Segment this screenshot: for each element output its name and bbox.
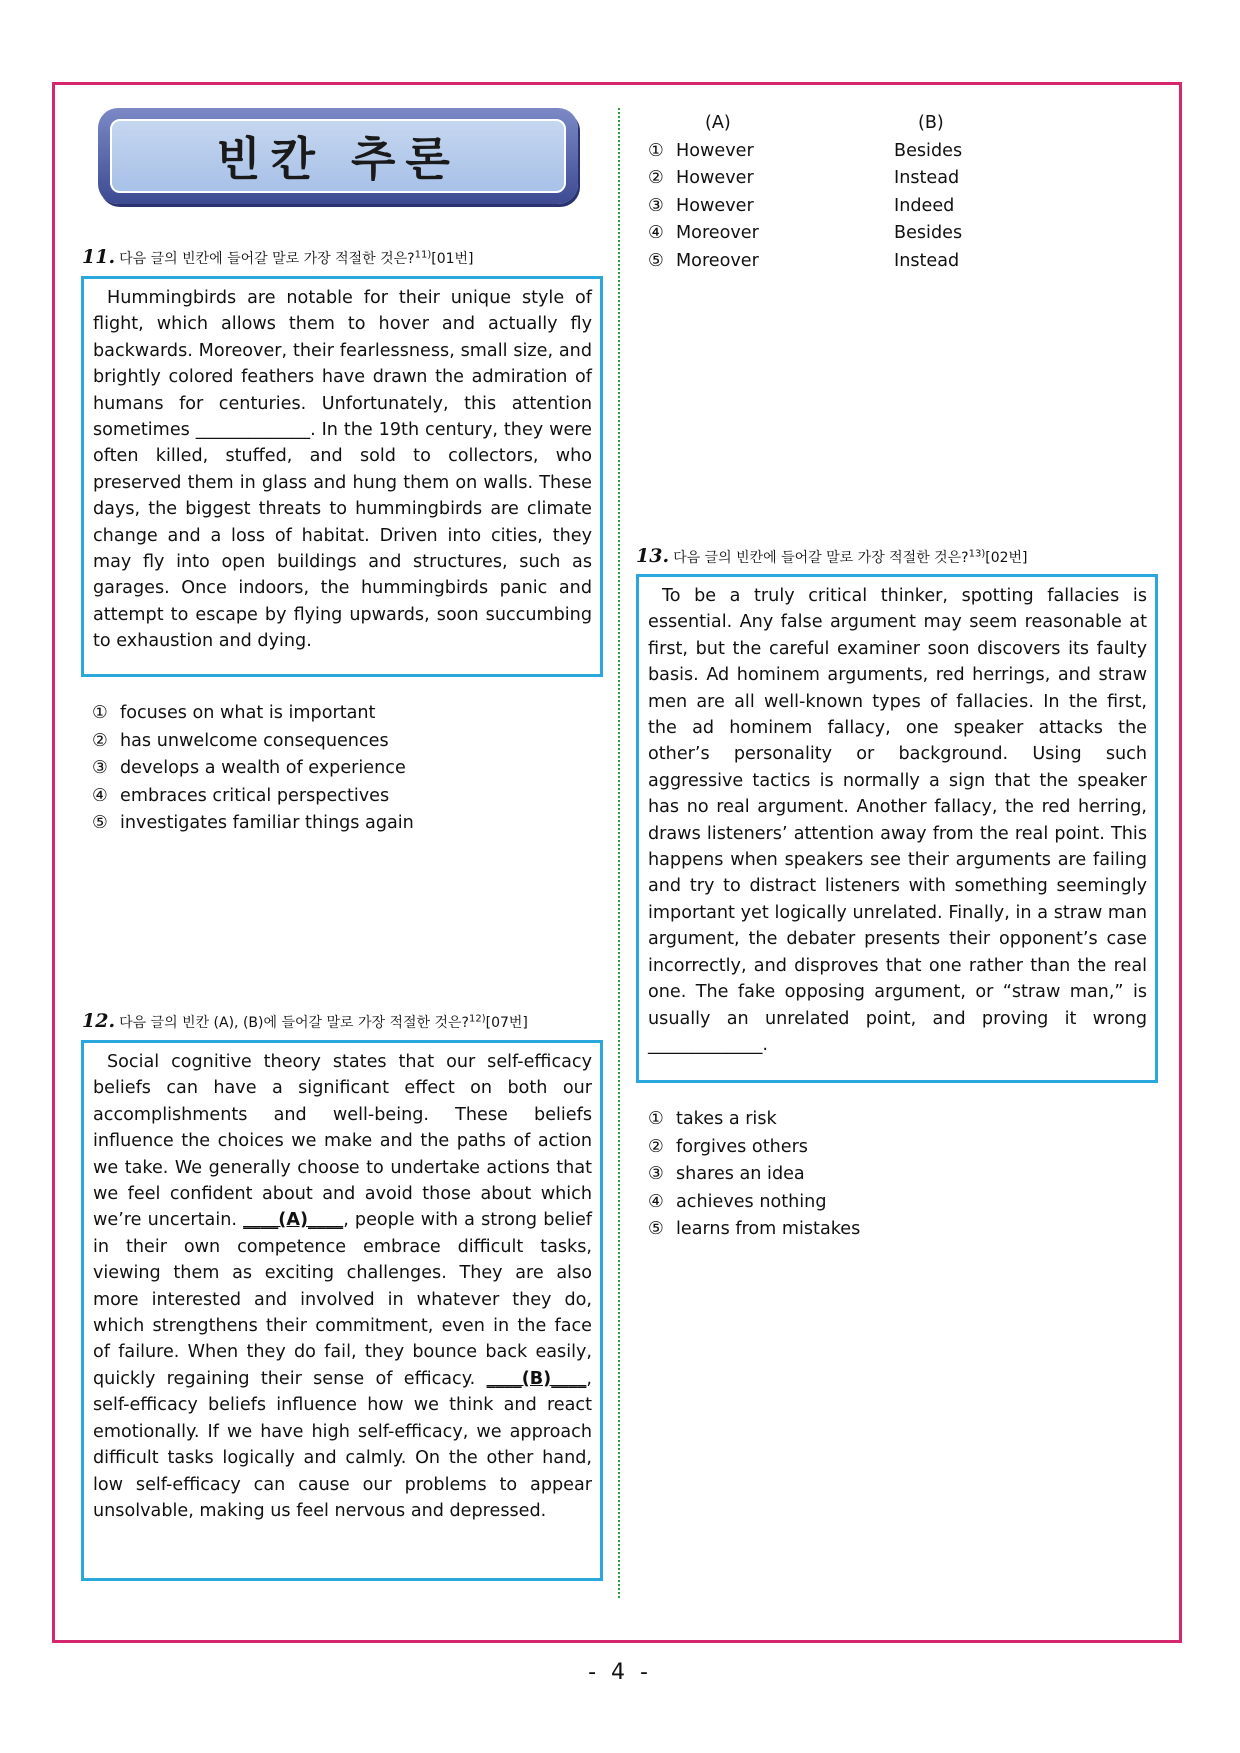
- choice-mark: ①: [648, 1109, 664, 1129]
- choice-mark: ⑤: [648, 250, 664, 271]
- question-11-passage: Hummingbirds are notable for their unique style of flight, which allows them to hover and actually fly backwards. Moreover, their fearlessness, small size, and brightly colored feathers have drawn the admiration of humans for centuries. Unfortunately, this attention sometimes _____________. In the 19th century, they were often killed, stuffed, and sold to collectors, who preserved them in glass and hung them on walls. These days, the biggest threats to hummingbirds are climate change and a loss of habitat. Driven into cities, they may fly into open buildings and structures, such as garages. Once indoors, the hummingbirds panic and attempt to escape by flying upwards, soon succumbing to exhaustion and dying.: [93, 288, 592, 652]
- choice-a-text: However: [676, 195, 754, 216]
- choice-a-text: However: [676, 140, 754, 161]
- choice-b-text: Besides: [894, 140, 963, 161]
- choice-item[interactable]: [648, 1161, 860, 1189]
- choice-text: focuses on what is important: [120, 703, 376, 723]
- choice-mark: ⑤: [92, 813, 108, 833]
- choice-text: achieves nothing: [676, 1191, 827, 1212]
- choice-item[interactable]: [648, 1134, 860, 1162]
- choice-mark: ②: [648, 168, 664, 188]
- blank-b: ____(B)____: [486, 1368, 587, 1389]
- question-13-prompt: 다음 글의 빈칸에 들어갈 말로 가장 적절한 것은?: [673, 550, 969, 566]
- question-12-passage-part2: , people with a strong belief in their own competence embrace difficult tasks, viewing them as exciting challenges. They are also more interested and involved in whatever they do, which strengthens their commitment, even in the face of failure. When they do fail, they bounce back easily, quickly regaining their sense of efficacy.: [93, 1210, 592, 1389]
- question-12-footnote-ref: 12): [468, 1013, 486, 1025]
- section-title-banner: [98, 108, 578, 204]
- column-a-header: (A): [705, 113, 731, 133]
- choice-a-text: Moreover: [676, 250, 759, 271]
- choice-b-text: Indeed: [894, 195, 955, 216]
- choice-item[interactable]: [648, 1216, 860, 1244]
- page-number: - 4 -: [588, 1660, 652, 1685]
- question-12-passage-part3: , self-efficacy beliefs influence how we think and react emotionally. If we have high self-efficacy, we approach difficult tasks logically and calmly. On the other hand, low self-efficacy can cause our problems to appear unsolvable, making us feel nervous and depressed.: [93, 1368, 592, 1521]
- question-13-footnote-ref: 13): [968, 548, 986, 560]
- question-12-number: 12.: [82, 1010, 116, 1032]
- choice-item[interactable]: [648, 138, 1148, 166]
- question-13-number: 13.: [636, 545, 670, 567]
- choice-b-text: Besides: [894, 223, 963, 243]
- choices-table-header: [648, 110, 1148, 138]
- choice-item[interactable]: [648, 165, 1148, 193]
- choice-a-text: However: [676, 168, 754, 188]
- choice-text: forgives others: [676, 1136, 808, 1157]
- choice-mark: ④: [648, 1191, 664, 1212]
- question-12-choices: [648, 110, 1148, 275]
- question-12-header: [82, 1010, 528, 1032]
- section-title-panel: [110, 119, 566, 193]
- column-divider: [618, 108, 620, 1598]
- choice-item[interactable]: [92, 783, 414, 811]
- question-13-choices: [648, 1106, 860, 1244]
- choice-item[interactable]: [92, 810, 414, 838]
- choice-mark: ①: [92, 703, 108, 723]
- choice-text: shares an idea: [676, 1164, 805, 1184]
- choice-mark: ③: [648, 195, 664, 216]
- question-11-number: 11.: [82, 246, 116, 268]
- question-12-passage-box: [81, 1040, 603, 1581]
- choice-mark: ③: [92, 758, 108, 778]
- choice-text: investigates familiar things again: [120, 813, 414, 833]
- choice-text: embraces critical perspectives: [120, 785, 390, 806]
- choice-item[interactable]: [648, 193, 1148, 221]
- choice-text: develops a wealth of experience: [120, 758, 406, 778]
- choice-mark: ⑤: [648, 1219, 664, 1239]
- choice-text: has unwelcome consequences: [120, 730, 389, 751]
- question-12-code: [07번]: [485, 1015, 528, 1031]
- choice-text: takes a risk: [676, 1109, 777, 1129]
- question-13-passage-box: [636, 574, 1158, 1083]
- question-11-choices: [92, 700, 414, 838]
- blank-a: ____(A)____: [243, 1210, 344, 1231]
- choice-mark: ③: [648, 1164, 664, 1184]
- choice-mark: ②: [92, 730, 108, 751]
- choice-text: learns from mistakes: [676, 1219, 861, 1239]
- choice-item[interactable]: [92, 728, 414, 756]
- choice-mark: ④: [92, 785, 108, 806]
- section-title: 빈칸 추론: [216, 132, 460, 186]
- choice-mark: ①: [648, 140, 664, 161]
- choice-item[interactable]: [648, 1106, 860, 1134]
- question-11-header: [82, 246, 474, 268]
- question-12-prompt: 다음 글의 빈칸 (A), (B)에 들어갈 말로 가장 적절한 것은?: [119, 1015, 469, 1031]
- question-13-header: [636, 545, 1028, 567]
- question-13-passage: To be a truly critical thinker, spotting fallacies is essential. Any false argument may seem reasonable at first, but the careful examiner soon discovers its faulty basis. Ad hominem arguments, red herrings, and straw men are all well-known types of fallacies. In the first, the ad hominem fallacy, one speaker attacks the other’s personality or background. Using such aggressive tactics is normally a sign that the speaker has no real argument. Another fallacy, the red herring, draws listeners’ attention away from the real point. This happens when speakers see their arguments are failing and try to distract listeners with something seemingly important yet logically unrelated. Finally, in a straw man argument, the debater presents their opponent’s case incorrectly, and disproves that one rather than the real one. The fake opposing argument, or “straw man,” is usually an unrelated point, and proving it wrong _____________.: [648, 586, 1147, 1055]
- question-12-passage-part1: Social cognitive theory states that our self-efficacy beliefs can have a significant effect on both our accomplishments and well-being. These beliefs influence the choices we make and the paths of action we take. We generally choose to undertake actions that we feel confident about and avoid those about which we’re uncertain.: [93, 1052, 592, 1231]
- column-b-header: (B): [918, 113, 944, 133]
- choice-item[interactable]: [648, 1189, 860, 1217]
- choice-item[interactable]: [92, 700, 414, 728]
- question-11-prompt: 다음 글의 빈칸에 들어갈 말로 가장 적절한 것은?: [119, 251, 415, 267]
- choice-b-text: Instead: [894, 250, 960, 271]
- choice-a-text: Moreover: [676, 223, 759, 243]
- choice-b-text: Instead: [894, 168, 960, 188]
- choice-item[interactable]: [648, 220, 1148, 248]
- question-11-footnote-ref: 11): [414, 249, 432, 261]
- question-13-code: [02번]: [985, 550, 1028, 566]
- question-11-passage-box: [81, 276, 603, 677]
- question-11-code: [01번]: [431, 251, 474, 267]
- choice-mark: ②: [648, 1136, 664, 1157]
- choice-item[interactable]: [92, 755, 414, 783]
- choice-mark: ④: [648, 223, 664, 243]
- choice-item[interactable]: [648, 248, 1148, 276]
